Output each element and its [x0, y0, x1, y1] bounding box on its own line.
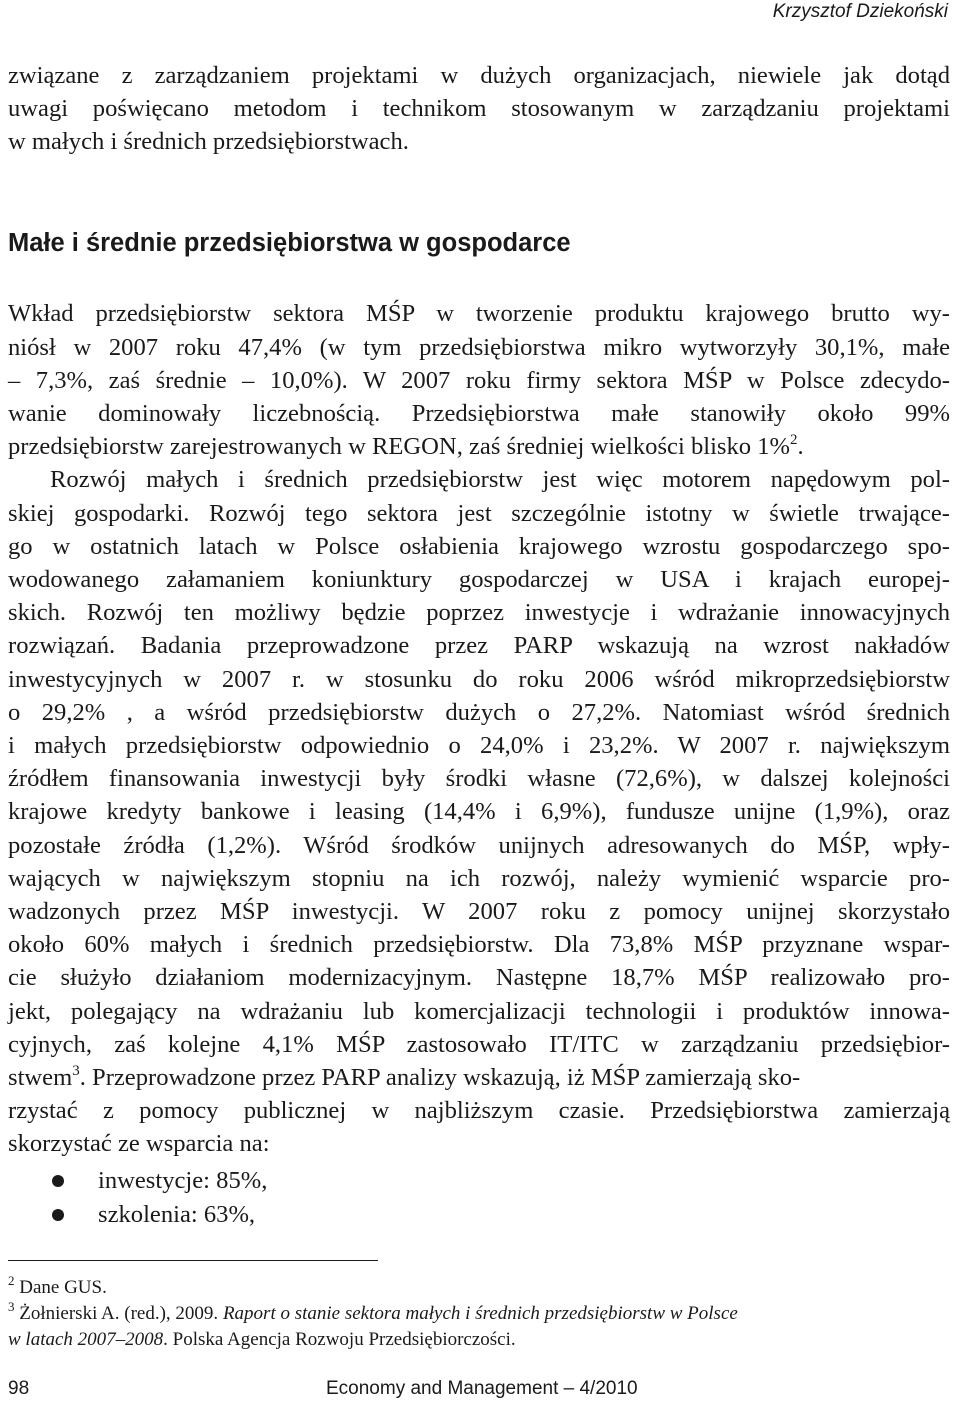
- footnote-text: Żołnierski A. (red.), 2009.: [19, 1303, 223, 1324]
- body-line: skich. Rozwój ten możliwy będzie poprzez inwestycje i wdrażanie innowacyjnych: [8, 599, 950, 626]
- footnote-2: [8, 1272, 952, 1301]
- body-line: cyjnych, zaś kolejne 4,1% MŚP zastosowało IT/ITC w zarządzaniu przedsiębior-: [8, 1031, 950, 1058]
- journal-footer: Economy and Management – 4/2010: [326, 1378, 638, 1399]
- body-line: skorzystać ze wsparcia na:: [8, 1130, 270, 1157]
- body-line-text: . Przeprowadzone przez PARP analizy wskazują, iż MŚP zamierzają sko-: [79, 1064, 801, 1091]
- body-line: i małych przedsiębiorstw odpowiednio o 24,0% i 23,2%. W 2007 r. największym: [8, 732, 950, 759]
- body-line-text: .: [797, 433, 804, 460]
- body-line: wadzonych przez MŚP inwestycji. W 2007 roku z pomocy unijnej skorzystało: [8, 898, 950, 925]
- body-line: rzystać z pomocy publicznej w najbliższym czasie. Przedsiębiorstwa zamierzają: [8, 1097, 950, 1124]
- body-line: jekt, polegający na wdrażaniu lub komercjalizacji technologii i produktów innowa-: [8, 998, 950, 1025]
- footnote-3-continued: [8, 1327, 952, 1353]
- footnote-title: Raport o stanie sektora małych i średnich przedsiębiorstw w Polsce: [222, 1303, 738, 1324]
- footnote-ref: 3: [72, 1062, 80, 1079]
- footnote-ref: 2: [790, 431, 798, 448]
- body-line: wających w największym stopniu na ich rozwój, należy wymienić wsparcie pro-: [8, 865, 950, 892]
- body-line: Wkład przedsiębiorstw sektora MŚP w tworzenie produktu krajowego brutto wy-: [8, 300, 950, 327]
- footnote-number: 3: [8, 1298, 15, 1314]
- footnote-text: . Polska Agencja Rozwoju Przedsiębiorczości.: [163, 1329, 516, 1350]
- body-line: Rozwój małych i średnich przedsiębiorstw jest więc motorem napędowym pol-: [50, 466, 950, 493]
- page-header-author: Krzysztof Dziekoński: [772, 1, 948, 22]
- body-line: skiej gospodarki. Rozwój tego sektora jest szczególnie istotny w świetle trwające-: [8, 500, 950, 527]
- bullet-item: szkolenia: 63%,: [98, 1201, 256, 1228]
- bullet-dot-icon: [52, 1209, 64, 1221]
- body-line: o 29,2% , a wśród przedsiębiorstw dużych o 27,2%. Natomiast wśród średnich: [8, 699, 950, 726]
- footnote-number: 2: [8, 1272, 15, 1288]
- body-line-with-footnote: [8, 430, 950, 464]
- footnote-text: Dane GUS.: [19, 1277, 107, 1298]
- body-line: go w ostatnich latach w Polsce osłabienia krajowego wzrostu gospodarczego spo-: [8, 533, 950, 560]
- body-line: pozostałe źródła (1,2%). Wśród środków unijnych adresowanych do MŚP, wpły-: [8, 832, 950, 859]
- intro-line: związane z zarządzaniem projektami w dużych organizacjach, niewiele jak dotąd: [8, 62, 950, 89]
- body-line: – 7,3%, zaś średnie – 10,0%). W 2007 roku firmy sektora MŚP w Polsce zdecydo-: [8, 367, 950, 394]
- footnote-divider: [8, 1260, 378, 1261]
- body-line: cie służyło działaniom modernizacyjnym. Następne 18,7% MŚP realizowało pro-: [8, 964, 950, 991]
- body-line: źródłem finansowania inwestycji były środki własne (72,6%), w dalszej kolejności: [8, 765, 950, 792]
- body-line: rozwiązań. Badania przeprowadzone przez PARP wskazują na wzrost nakładów: [8, 632, 950, 659]
- body-line: inwestycyjnych w 2007 r. w stosunku do roku 2006 wśród mikroprzedsiębiorstw: [8, 666, 950, 693]
- footnote-3: [8, 1298, 952, 1327]
- intro-line: uwagi poświęcano metodom i technikom stosowanym w zarządzaniu projektami: [8, 95, 950, 122]
- body-line: wodowanego załamaniem koniunktury gospodarczej w USA i krajach europej-: [8, 566, 950, 593]
- body-line: krajowe kredyty bankowe i leasing (14,4% i 6,9%), fundusze unijne (1,9%), oraz: [8, 798, 950, 825]
- section-heading: Małe i średnie przedsiębiorstwa w gospodarce: [8, 229, 571, 257]
- body-line-text: stwem: [8, 1064, 73, 1091]
- bullet-dot-icon: [52, 1175, 64, 1187]
- body-line-with-footnote: [8, 1061, 950, 1095]
- footnote-title: w latach 2007–2008: [8, 1329, 164, 1350]
- bullet-item: inwestycje: 85%,: [98, 1167, 268, 1194]
- body-line: wanie dominowały liczebnością. Przedsiębiorstwa małe stanowiły około 99%: [8, 400, 950, 427]
- body-line: niósł w 2007 roku 47,4% (w tym przedsiębiorstwa mikro wytworzyły 30,1%, małe: [8, 334, 950, 361]
- body-line-text: przedsiębiorstw zarejestrowanych w REGON, zaś średniej wielkości blisko 1%: [8, 433, 791, 460]
- body-line: około 60% małych i średnich przedsiębiorstw. Dla 73,8% MŚP przyznane wspar-: [8, 931, 950, 958]
- intro-line: w małych i średnich przedsiębiorstwach.: [8, 128, 409, 155]
- page-number: 98: [8, 1378, 30, 1399]
